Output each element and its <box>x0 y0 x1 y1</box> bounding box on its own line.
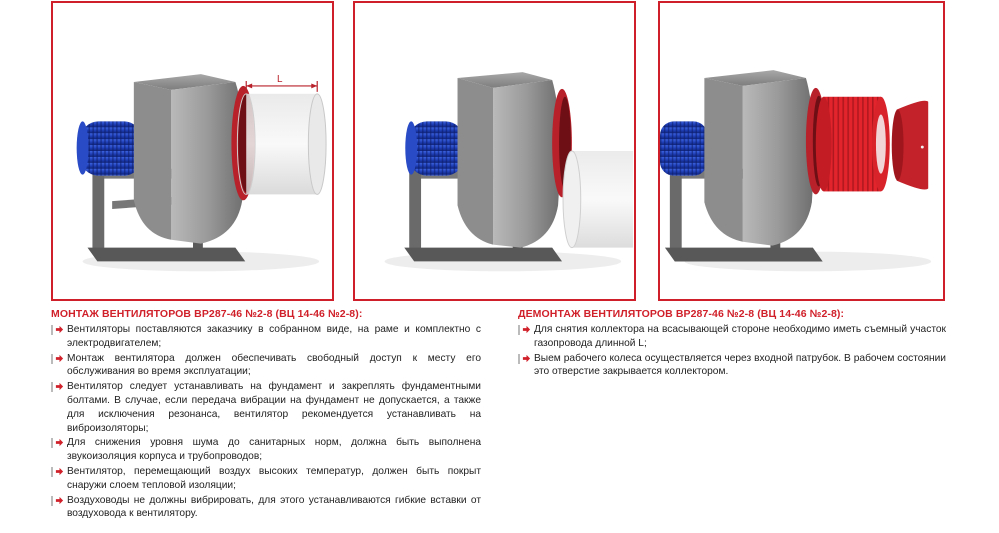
inlet-collector <box>892 101 928 190</box>
mounting-figure-panel <box>51 1 334 301</box>
arrow-bullet-icon <box>518 325 530 335</box>
list-item: Воздуховоды не должны вибрировать, для этого устанавливаются гибкие вставки от воздуховода к вентилятору. <box>51 494 481 522</box>
list-item: Для снятия коллектора на всасывающей стороне необходимо иметь съемный участок газопровода длинной L; <box>518 323 946 351</box>
arrow-bullet-icon <box>51 354 63 364</box>
duct-removal-figure-panel <box>353 1 636 301</box>
list-item: Вентиляторы поставляются заказчику в собранном виде, на раме и комплектно с электродвигателем; <box>51 323 481 351</box>
electric-motor <box>405 121 463 175</box>
dismounting-section <box>518 308 946 380</box>
list-item: Монтаж вентилятора должен обеспечивать свободный доступ к месту его обслуживания во время эксплуатации; <box>51 352 481 380</box>
mounting-list <box>51 323 481 521</box>
arrow-bullet-icon <box>51 325 63 335</box>
arrow-bullet-icon <box>51 496 63 506</box>
duct-section-lowered <box>563 151 633 248</box>
list-item: Вентилятор, перемещающий воздух высоких температур, должен быть покрыт снаружи слоем тепловой изоляции; <box>51 465 481 493</box>
fan-housing <box>134 74 244 244</box>
fan-impeller-removed-illustration <box>660 3 943 299</box>
impeller-wheel <box>816 97 890 192</box>
fan-duct-removed-illustration <box>355 3 634 299</box>
dismounting-title: ДЕМОНТАЖ ВЕНТИЛЯТОРОВ ВР287-46 №2-8 (ВЦ 14-46 №2-8): <box>518 308 845 320</box>
list-item: Для снижения уровня шума до санитарных норм, должна быть выполнена звукоизоляция корпуса и трубопроводов; <box>51 436 481 464</box>
fan-with-duct-illustration <box>53 3 332 299</box>
mounting-title: МОНТАЖ ВЕНТИЛЯТОРОВ ВР287-46 №2-8 (ВЦ 14-46 №2-8): <box>51 308 363 320</box>
list-item: Выем рабочего колеса осуществляется через входной патрубок. В рабочем состоянии это отверстие закрывается коллектором. <box>518 352 946 380</box>
fan-housing <box>458 72 561 247</box>
impeller-removal-figure-panel <box>658 1 945 301</box>
arrow-bullet-icon <box>51 382 63 392</box>
arrow-bullet-icon <box>51 467 63 477</box>
dimension-label-L: L <box>277 73 283 85</box>
duct-section <box>237 94 326 195</box>
arrow-bullet-icon <box>518 354 530 364</box>
fan-housing <box>704 70 813 246</box>
length-dimension <box>246 74 317 92</box>
arrow-bullet-icon <box>51 438 63 448</box>
list-item: Вентилятор следует устанавливать на фундамент и закреплять фундаментными болтами. В случае, если передача вибрации на фундамент не допускается, а также для исключения резонанса, вентилятор рекомендуется устанавливать на виброизоляторы; <box>51 380 481 435</box>
mounting-section <box>51 308 481 522</box>
electric-motor <box>660 121 707 175</box>
dismounting-list <box>518 323 946 379</box>
